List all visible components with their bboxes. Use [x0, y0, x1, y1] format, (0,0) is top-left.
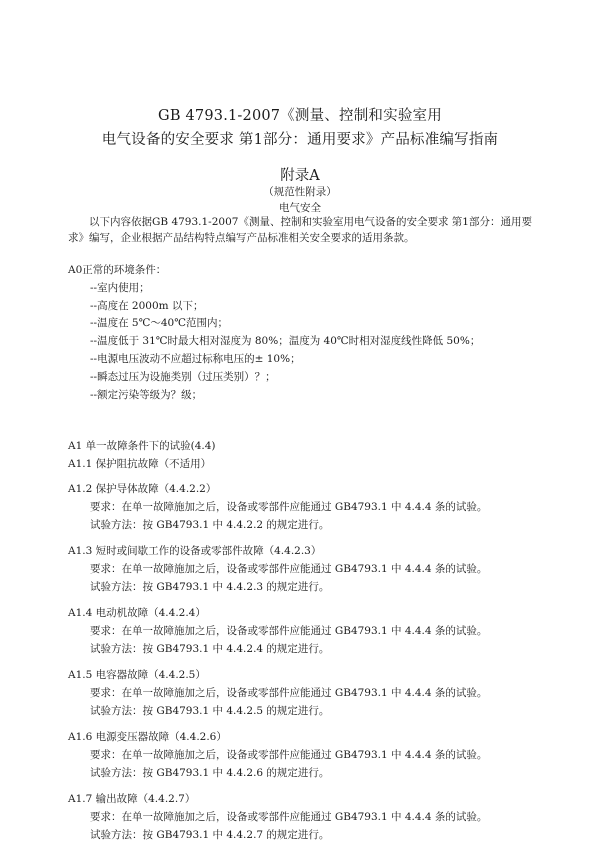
section-requirement: 要求：在单一故障施加之后，设备或零部件应能通过 GB4793.1 中 4.4.4 条的试验。: [90, 811, 488, 823]
section-requirement: 要求：在单一故障施加之后，设备或零部件应能通过 GB4793.1 中 4.4.4 条的试验。: [90, 749, 488, 761]
section-heading: A1.5 电容器故障（4.4.2.5）: [68, 669, 206, 681]
a0-item: --瞬态过压为设施类别（过压类别）？；: [90, 371, 276, 383]
a0-item: --温度低于 31℃时最大相对湿度为 80%；温度为 40℃时相对湿度线性降低 50%；: [90, 335, 481, 347]
section-requirement: 要求：在单一故障施加之后，设备或零部件应能通过 GB4793.1 中 4.4.4 条的试验。: [90, 687, 488, 699]
intro-paragraph: 以下内容依据GB 4793.1-2007《测量、控制和实验室用电气设备的安全要求 第1部分：通用要求》编写，企业根据产品结构特点编写产品标准相关安全要求的适用条款。: [68, 216, 532, 244]
appendix-type: （规范性附录）: [263, 186, 337, 198]
a0-item: --电源电压波动不应超过标称电压的± 10%；: [90, 353, 301, 365]
section-heading: A1.6 电源变压器故障（4.4.2.6）: [68, 731, 227, 743]
section-heading: A1.3 短时或间歇工作的设备或零部件故障（4.4.2.3）: [68, 545, 322, 557]
a1-heading: A1 单一故障条件下的试验(4.4): [68, 440, 216, 452]
a1-1-heading: A1.1 保护阻抗故障（不适用）: [68, 458, 212, 470]
section-heading: A1.7 输出故障（4.4.2.7）: [68, 793, 196, 805]
a0-item: --高度在 2000m 以下；: [90, 300, 204, 312]
section-requirement: 要求：在单一故障施加之后，设备或零部件应能通过 GB4793.1 中 4.4.4 条的试验。: [90, 563, 488, 575]
section-test-method: 试验方法：按 GB4793.1 中 4.4.2.2 的规定进行。: [90, 519, 330, 531]
section-heading: A1.4 电动机故障（4.4.2.4）: [68, 607, 206, 619]
appendix-subtitle: 电气安全: [279, 202, 321, 214]
section-requirement: 要求：在单一故障施加之后，设备或零部件应能通过 GB4793.1 中 4.4.4 条的试验。: [90, 501, 488, 513]
section-test-method: 试验方法：按 GB4793.1 中 4.4.2.5 的规定进行。: [90, 705, 330, 717]
document-title-line-2: 电气设备的安全要求 第1部分：通用要求》产品标准编写指南: [101, 132, 499, 148]
appendix-title: 附录A: [280, 168, 320, 184]
section-requirement: 要求：在单一故障施加之后，设备或零部件应能通过 GB4793.1 中 4.4.4 条的试验。: [90, 625, 488, 637]
a0-item: --室内使用；: [90, 282, 150, 294]
section-test-method: 试验方法：按 GB4793.1 中 4.4.2.4 的规定进行。: [90, 643, 330, 655]
section-test-method: 试验方法：按 GB4793.1 中 4.4.2.7 的规定进行。: [90, 829, 330, 841]
a0-item: --额定污染等级为？级；: [90, 389, 203, 401]
a0-heading: A0正常的环境条件：: [68, 264, 167, 276]
section-test-method: 试验方法：按 GB4793.1 中 4.4.2.3 的规定进行。: [90, 581, 330, 593]
section-test-method: 试验方法：按 GB4793.1 中 4.4.2.6 的规定进行。: [90, 767, 330, 779]
document-title-line-1: GB 4793.1-2007《测量、控制和实验室用: [158, 108, 442, 124]
a0-item: --温度在 5℃～40℃范围内；: [90, 317, 228, 329]
section-heading: A1.2 保护导体故障（4.4.2.2）: [68, 483, 217, 495]
